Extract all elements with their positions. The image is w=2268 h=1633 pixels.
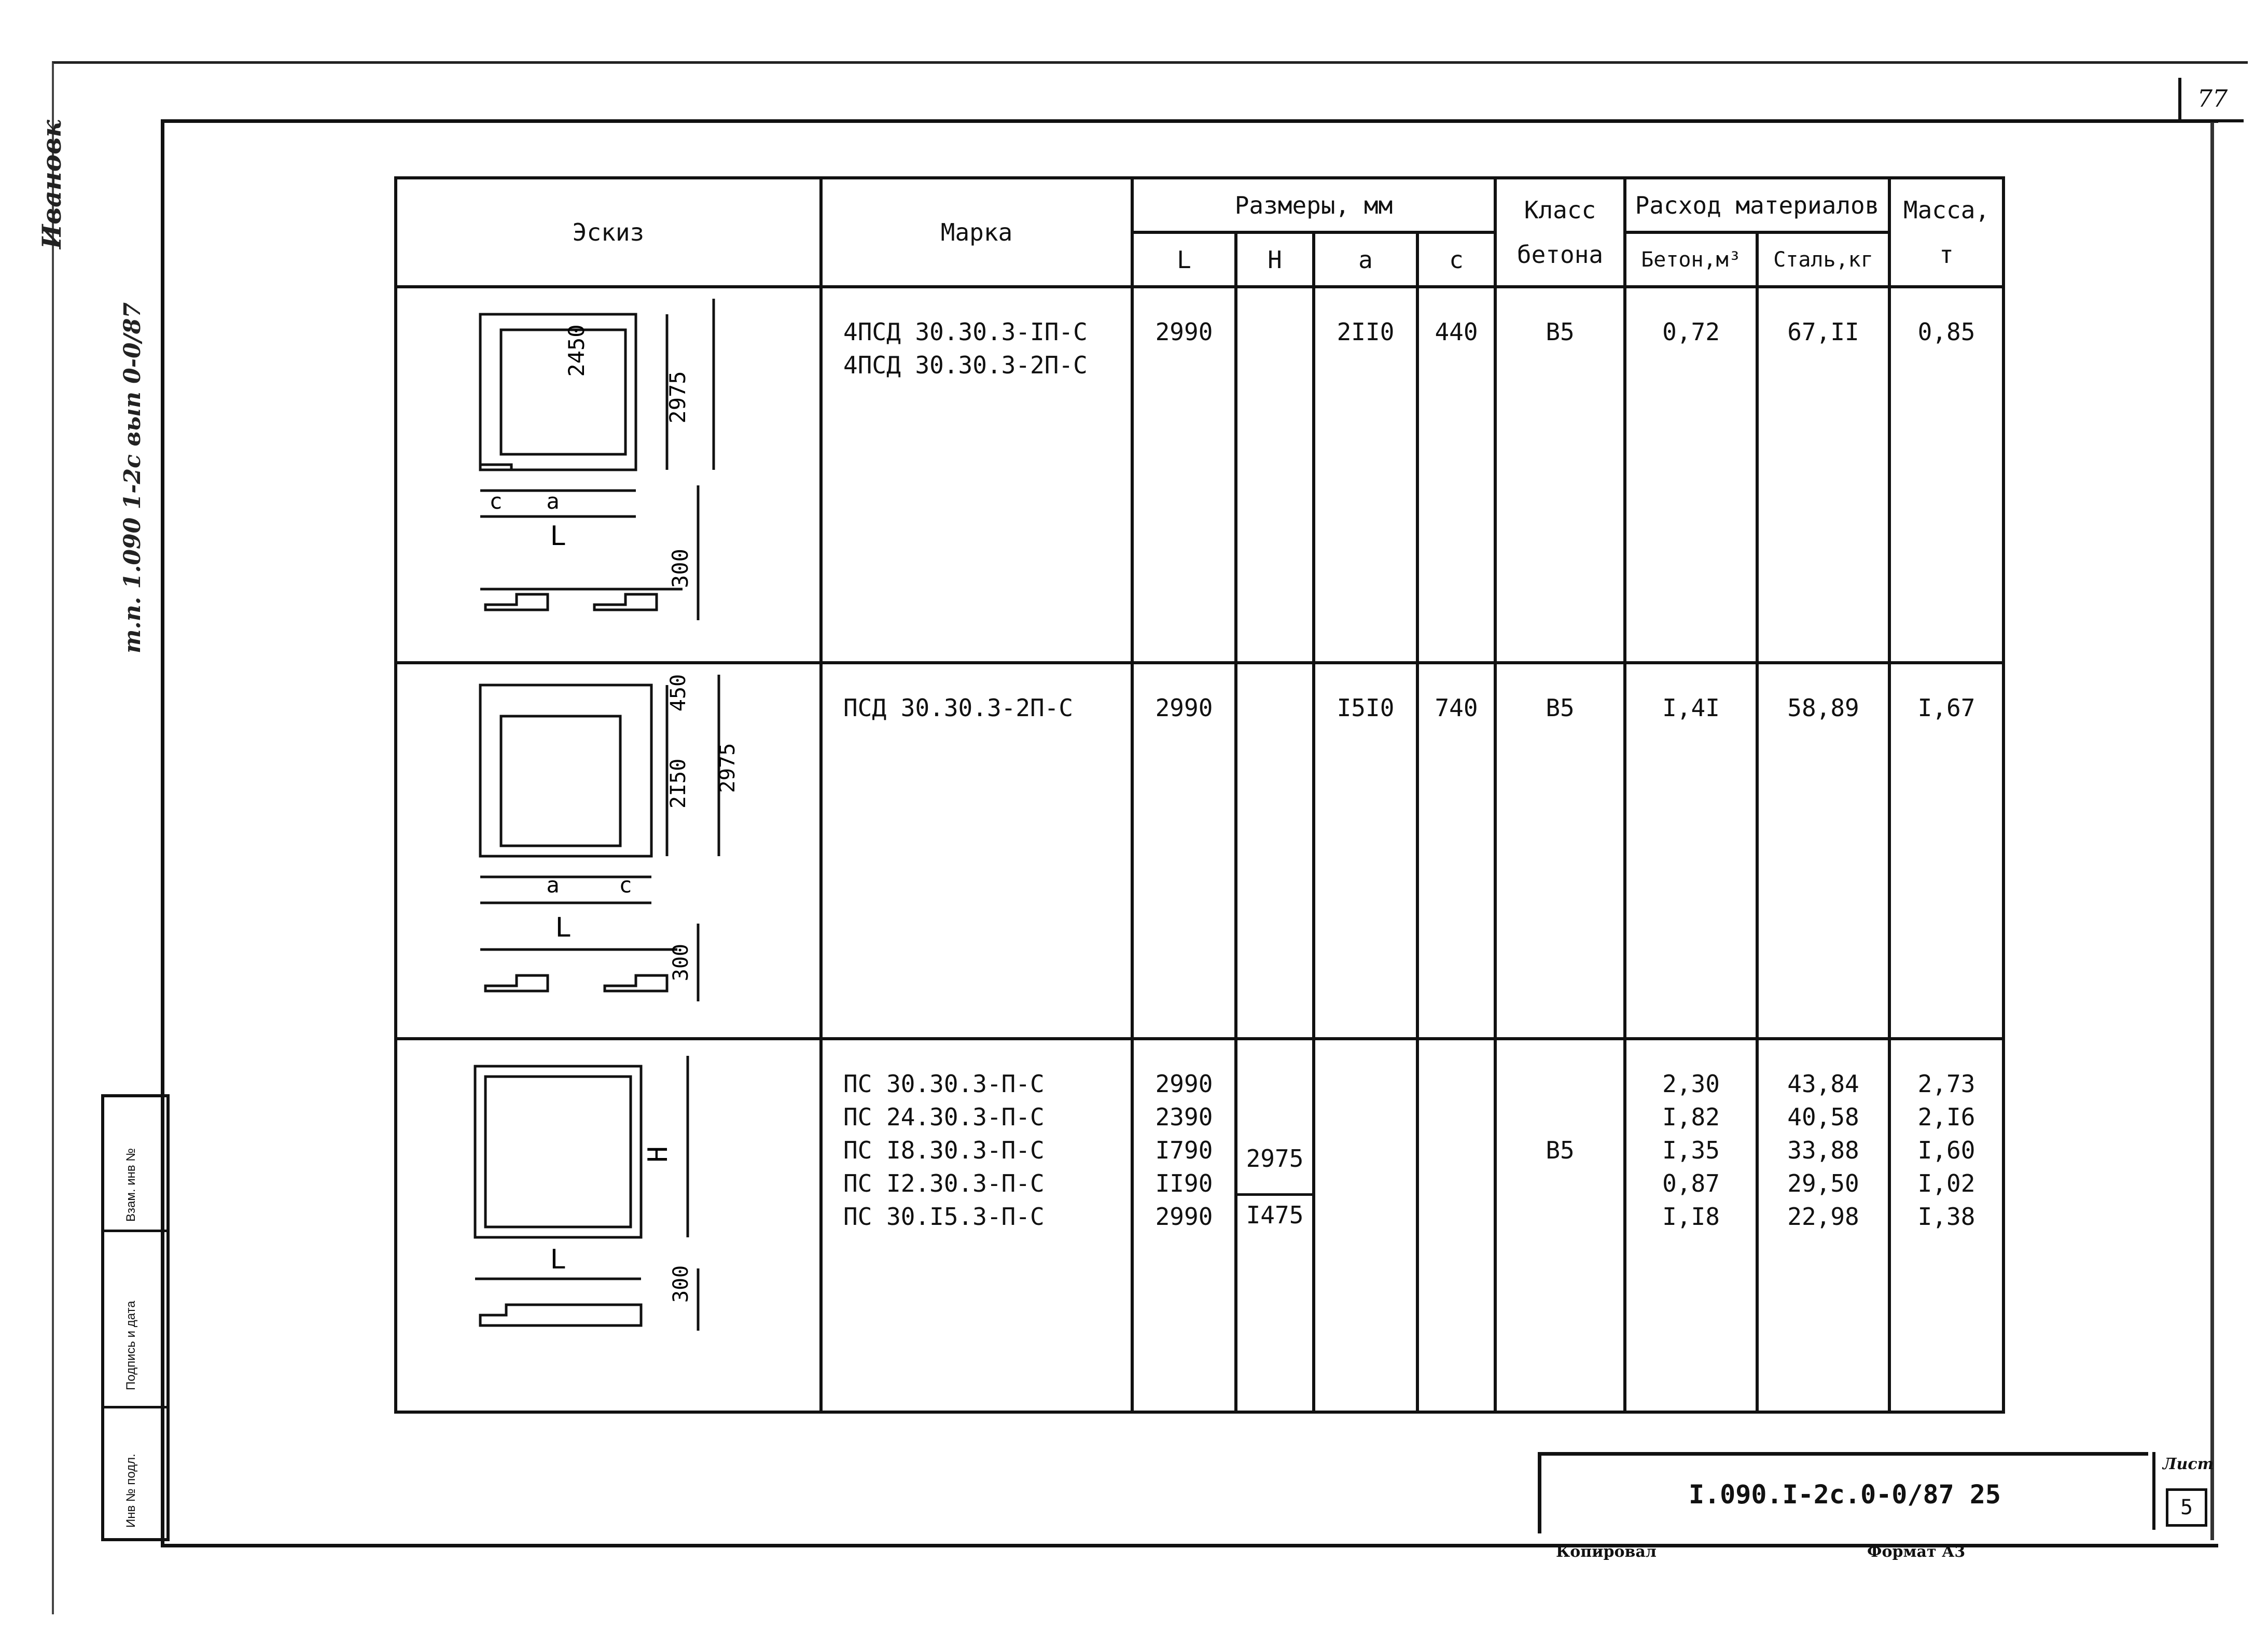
row2-steel: 58,89 bbox=[1787, 694, 1859, 722]
sketch2-label-a: а bbox=[546, 872, 560, 898]
sketch1-dim-2450: 2450 bbox=[564, 324, 589, 377]
sketch-4psd bbox=[397, 288, 816, 658]
row3-c bbox=[1419, 1040, 1494, 1067]
row3-mass: 2,73 2,I6 I,60 I,02 I,38 bbox=[1917, 1070, 1975, 1231]
sketch2-label-L: L bbox=[555, 912, 572, 943]
sketch2-dim-300: 300 bbox=[669, 943, 693, 982]
row3-concrete: 2,30 I,82 I,35 0,87 I,I8 bbox=[1662, 1070, 1720, 1231]
row1-H bbox=[1237, 288, 1312, 315]
row1-L: 2990 bbox=[1155, 318, 1213, 346]
footer-copied: Копировал bbox=[1556, 1543, 1657, 1561]
sketch2-dim-2150: 2I50 bbox=[666, 758, 690, 809]
row1-a: 2II0 bbox=[1337, 318, 1395, 346]
table-row bbox=[396, 1039, 2003, 1412]
header-dim-L: L bbox=[1132, 232, 1236, 287]
row3-L: 2990 2390 I790 II90 2990 bbox=[1155, 1070, 1213, 1231]
row3-H-bottom: I475 bbox=[1246, 1201, 1304, 1229]
sketch2-dim-2975: 2975 bbox=[716, 743, 740, 793]
row1-steel: 67,II bbox=[1787, 318, 1859, 346]
header-dim-c: с bbox=[1417, 232, 1495, 287]
header-mass: Масса, т bbox=[1889, 178, 2003, 287]
sketch3-label-L: L bbox=[550, 1244, 566, 1275]
sketch3-dim-300: 300 bbox=[669, 1265, 693, 1303]
table-row bbox=[396, 287, 2003, 663]
stamp-column bbox=[101, 1094, 170, 1541]
sketch1-label-a: а bbox=[546, 488, 560, 514]
sketch2-dim-450: 450 bbox=[666, 674, 690, 712]
sketch1-label-c: с bbox=[489, 488, 503, 514]
header-mark: Марка bbox=[821, 178, 1132, 287]
sketch-cell-1 bbox=[396, 287, 821, 663]
list-label: Лист bbox=[2163, 1455, 2214, 1473]
sketch1-dim-2975: 2975 bbox=[665, 371, 690, 424]
stamp-cell-replace: Взам. инв № bbox=[124, 1148, 138, 1222]
row1-class: В5 bbox=[1546, 318, 1575, 346]
row3-class: В5 bbox=[1546, 1136, 1575, 1164]
row2-c: 740 bbox=[1435, 694, 1478, 722]
header-dimensions: Размеры, мм bbox=[1132, 178, 1495, 232]
row3-marks: ПС 30.30.3-П-С ПС 24.30.3-П-С ПС I8.30.3-П-С ПС I2.30.3-П-С ПС 30.I5.3-П-С bbox=[843, 1070, 1045, 1231]
footer-format: Формат А3 bbox=[1867, 1543, 1966, 1561]
header-dim-H: Н bbox=[1236, 232, 1314, 287]
row1-concrete: 0,72 bbox=[1662, 318, 1720, 346]
specification-table bbox=[394, 176, 2005, 1414]
sketch-cell-3 bbox=[396, 1039, 821, 1412]
stamp-cell-inventory: Инв № подл. bbox=[124, 1454, 138, 1528]
stamp-cell-signature: Подпись и дата bbox=[124, 1301, 138, 1390]
row2-concrete: I,4I bbox=[1662, 694, 1720, 722]
sketch-cell-2 bbox=[396, 663, 821, 1039]
sketch3-label-H: Н bbox=[643, 1146, 674, 1163]
row3-H-top: 2975 bbox=[1237, 1040, 1312, 1196]
side-note: т.п. 1.090 1-2с вып 0-0/87 bbox=[119, 302, 146, 653]
row2-L: 2990 bbox=[1155, 694, 1213, 722]
list-number: 5 bbox=[2166, 1488, 2207, 1527]
row2-mass: I,67 bbox=[1917, 694, 1975, 722]
header-dim-a: а bbox=[1314, 232, 1417, 287]
header-concrete-class: Класс бетона bbox=[1495, 178, 1625, 287]
corner-sheet-number: 77 bbox=[2178, 78, 2244, 122]
header-sketch: Эскиз bbox=[396, 178, 821, 287]
row2-H bbox=[1237, 664, 1312, 691]
side-signature: Ивановк bbox=[36, 120, 67, 249]
header-steel: Сталь,кг bbox=[1757, 232, 1889, 287]
sketch-ps bbox=[397, 1040, 816, 1407]
row1-marks: 4ПСД 30.30.3-IП-С 4ПСД 30.30.3-2П-С bbox=[843, 318, 1088, 379]
row1-mass: 0,85 bbox=[1917, 318, 1975, 346]
table-row bbox=[396, 663, 2003, 1039]
row2-marks: ПСД 30.30.3-2П-С bbox=[843, 694, 1074, 722]
header-materials: Расход материалов bbox=[1625, 178, 1889, 232]
row2-a: I5I0 bbox=[1337, 694, 1395, 722]
header-concrete: Бетон,м³ bbox=[1625, 232, 1757, 287]
row3-a bbox=[1315, 1040, 1416, 1067]
sketch2-label-c: с bbox=[619, 872, 632, 898]
sketch1-label-L: L bbox=[550, 521, 566, 552]
frame-right-edge bbox=[2210, 119, 2214, 1540]
sketch-psd bbox=[397, 664, 816, 1034]
sketch1-dim-300: 300 bbox=[667, 549, 693, 588]
row3-steel: 43,84 40,58 33,88 29,50 22,98 bbox=[1787, 1070, 1859, 1231]
list-box bbox=[2152, 1452, 2215, 1530]
title-block-designation: I.090.I-2c.0-0/87 25 bbox=[1538, 1452, 2148, 1533]
row2-class: В5 bbox=[1546, 694, 1575, 722]
row1-c: 440 bbox=[1435, 318, 1478, 346]
